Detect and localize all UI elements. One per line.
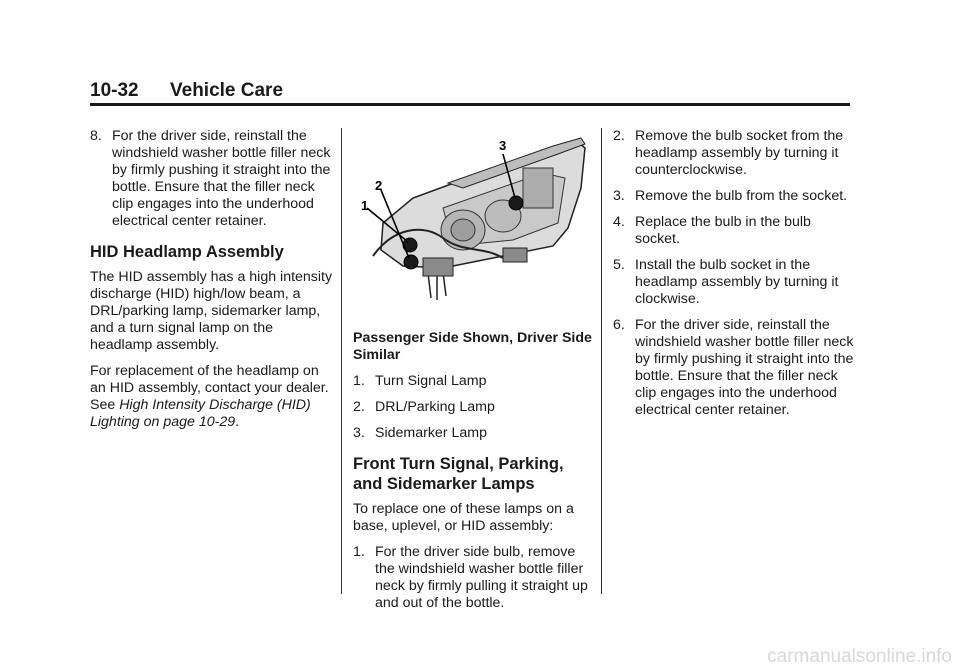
step-3 (613, 188, 858, 205)
section-title: Vehicle Care (170, 80, 284, 101)
step-number: 4. (613, 214, 625, 230)
cross-reference-link[interactable]: High Intensity Discharge (HID) Lighting on page 10-29 (90, 397, 311, 430)
step-number: 1. (353, 544, 365, 560)
step-number: 6. (613, 317, 625, 333)
step-text: Replace the bulb in the bulb socket. (635, 214, 811, 247)
legend-item (353, 425, 595, 442)
step-text: Install the bulb socket in the headlamp assembly by turning it clockwise. (635, 257, 839, 307)
legend-item (353, 399, 595, 416)
note-period: . (235, 414, 240, 430)
step-text: Remove the bulb from the socket. (635, 188, 848, 204)
step-number: 2. (613, 128, 625, 144)
headlamp-drawing (353, 128, 595, 308)
headlamp-illustration (353, 128, 595, 308)
column-divider-1 (341, 128, 342, 594)
legend-label: Sidemarker Lamp (375, 425, 487, 441)
legend-label: Turn Signal Lamp (375, 373, 487, 389)
note-text: For replacement of the headlamp on an HID assembly, contact your dealer. See (90, 363, 329, 413)
step-number: 3. (613, 188, 625, 204)
hid-description: The HID assembly has a high intensity discharge (HID) high/low beam, a DRL/parking lamp, sidemarker lamp, and a turn signal lamp on the headlamp assembly. (90, 269, 333, 353)
step-number: 8. (90, 128, 102, 144)
figure-legend (353, 373, 595, 442)
column-1 (90, 128, 335, 440)
callout-2: 2 (375, 178, 383, 193)
page-number: 10-32 (90, 80, 139, 101)
step-6 (613, 317, 858, 419)
step-2 (613, 128, 858, 179)
hid-replacement-note (90, 363, 335, 431)
callout-1: 1 (361, 198, 369, 213)
step-8 (90, 128, 335, 230)
header-rule (90, 103, 850, 106)
front-lamps-intro: To replace one of these lamps on a base, uplevel, or HID assembly: (353, 501, 574, 534)
step-text: For the driver side bulb, remove the windshield washer bottle filler neck by firmly pulling it straight up and out of the bottle. (375, 544, 588, 611)
column-3 (613, 128, 858, 428)
legend-label: DRL/Parking Lamp (375, 399, 495, 415)
hid-headlamp-heading: HID Headlamp Assembly (90, 243, 284, 261)
column-divider-2 (601, 128, 602, 594)
step-4 (613, 214, 858, 248)
legend-number: 1. (353, 373, 365, 389)
legend-number: 2. (353, 399, 365, 415)
step-text: For the driver side, reinstall the windshield washer bottle filler neck by firmly pushing it straight into the bottle. Ensure that the filler neck clip engages into the underhood electrical center retainer. (635, 317, 854, 418)
step-number: 5. (613, 257, 625, 273)
legend-item (353, 373, 595, 390)
front-lamps-heading: Front Turn Signal, Parking, and Sidemarker Lamps (353, 455, 564, 493)
legend-number: 3. (353, 425, 365, 441)
step-text: For the driver side, reinstall the windshield washer bottle filler neck by firmly pushing it straight into the bottle. Ensure that the filler neck clip engages into the underhood electrical center retainer. (112, 128, 331, 229)
step-5 (613, 257, 858, 308)
callout-3: 3 (499, 138, 507, 153)
step-1 (353, 544, 595, 612)
watermark: carmanualsonline.info (767, 646, 952, 667)
step-text: Remove the bulb socket from the headlamp assembly by turning it counterclockwise. (635, 128, 844, 178)
figure-caption: Passenger Side Shown, Driver Side Similar (353, 330, 592, 363)
column-2 (353, 128, 595, 621)
